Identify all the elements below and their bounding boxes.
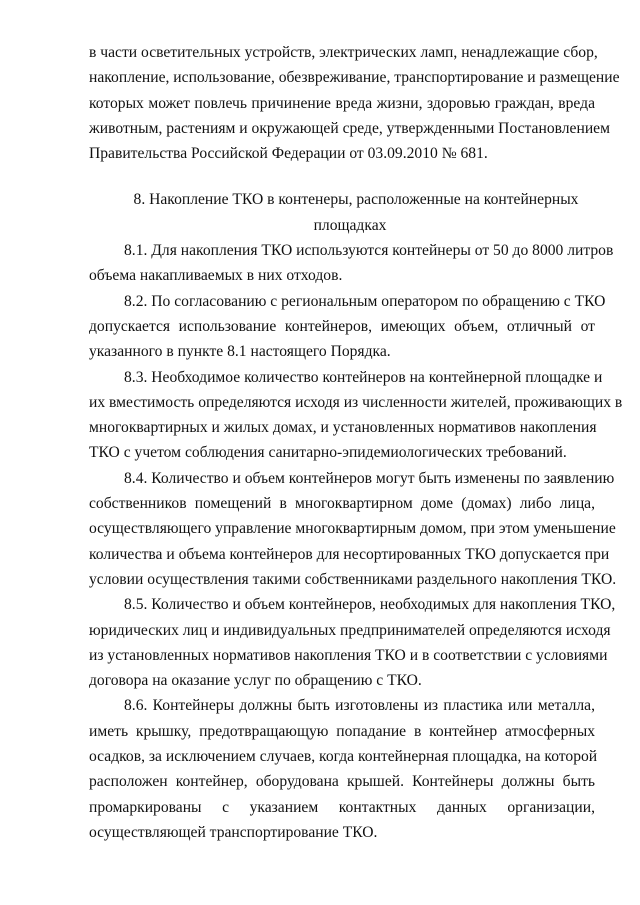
text-line: объема накапливаемых в них отходов.: [89, 267, 343, 285]
paragraph-8-5: [89, 592, 616, 693]
intro-paragraph: [89, 40, 620, 166]
text-line: осуществляющей транспортирование ТКО.: [89, 823, 378, 841]
text-line: указанного в пункте 8.1 настоящего Порядка.: [89, 343, 391, 361]
text-line: юридических лиц и индивидуальных предпринимателей определяются исходя: [89, 621, 611, 639]
text-line: 8.4. Количество и объем контейнеров могут быть изменены по заявлению: [124, 469, 615, 487]
text-line: условии осуществления такими собственниками раздельного накопления ТКО.: [89, 570, 617, 588]
text-line: 8.5. Количество и объем контейнеров, необходимых для накопления ТКО,: [124, 596, 616, 614]
text-line: из установленных нормативов накопления ТКО и в соответствии с условиями: [89, 646, 608, 664]
document-page: [89, 40, 623, 845]
text-line: договора на оказание услуг по обращению с ТКО.: [89, 672, 422, 690]
text-line: собственников помещений в многоквартирном доме (домах) либо лица,: [89, 495, 595, 513]
text-line: количества и объема контейнеров для несортированных ТКО допускается при: [89, 545, 610, 563]
text-line: 8.3. Необходимое количество контейнеров на контейнерной площадке и: [124, 368, 603, 386]
text-line: осуществляющего управление многоквартирным домом, при этом уменьшение: [89, 520, 616, 538]
text-line: которых может повлечь причинение вреда жизни, здоровью граждан, вреда: [89, 94, 595, 112]
text-line: в части осветительных устройств, электрических ламп, ненадлежащие сбор,: [89, 44, 598, 61]
text-line: многоквартирных и жилых домах, и установленных нормативов накопления: [89, 419, 597, 437]
paragraph-8-1: [89, 238, 614, 289]
section-heading: [89, 187, 595, 238]
text-line: иметь крышку, предотвращающую попадание в контейнер атмосферных: [89, 722, 595, 740]
text-line: осадков, за исключением случаев, когда контейнерная площадка, на которой: [89, 748, 598, 766]
section-heading-line: площадках: [313, 216, 387, 234]
text-line: промаркированы с указанием контактных данных организации,: [89, 798, 595, 816]
text-line: допускается использование контейнеров, имеющих объем, отличный от: [89, 317, 595, 335]
paragraph-8-3: [89, 365, 623, 466]
text-line: их вместимость определяются исходя из численности жителей, проживающих в: [89, 393, 623, 411]
text-line: Правительства Российской Федерации от 03.09.2010 № 681.: [89, 145, 488, 163]
text-line: ТКО с учетом соблюдения санитарно-эпидемиологических требований.: [89, 444, 567, 462]
text-line: накопление, использование, обезвреживание, транспортирование и размещение: [89, 69, 620, 87]
text-line: 8.6. Контейнеры должны быть изготовлены из пластика или металла,: [124, 697, 595, 715]
text-line: 8.1. Для накопления ТКО используются контейнеры от 50 до 8000 литров: [124, 242, 614, 260]
text-line: животным, растениям и окружающей среде, утвержденными Постановлением: [89, 119, 610, 137]
text-line: 8.2. По согласованию с региональным оператором по обращению с ТКО: [124, 292, 606, 310]
paragraph-8-6: [89, 693, 598, 845]
paragraph-8-2: [89, 289, 606, 365]
section-heading-line: 8. Накопление ТКО в контенеры, расположенные на контейнерных: [133, 191, 579, 209]
paragraph-8-4: [89, 466, 617, 592]
text-line: расположен контейнер, оборудована крышей. Контейнеры должны быть: [89, 773, 595, 791]
